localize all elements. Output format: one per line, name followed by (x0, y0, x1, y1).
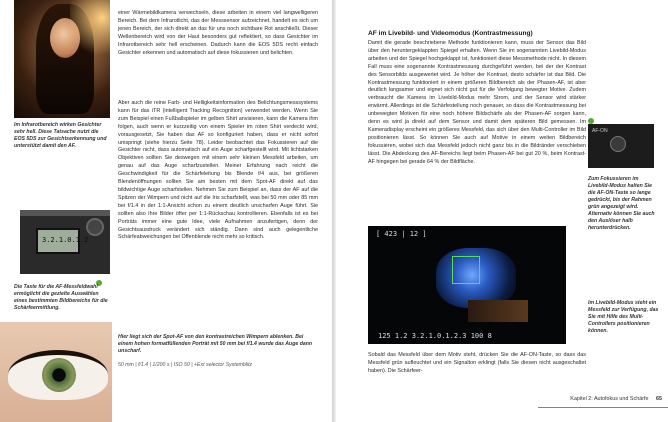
footer-rule (538, 407, 668, 408)
af-bottom-readout: 125 1.2 3.2.1.0.1.2.3 100 8 (378, 332, 492, 340)
pullquote-text: Hier liegt sich der Spot-AF von den kontrastreichen Wimpern ablenken. Bei einem hohen formatfüllenden Porträt mit 50 mm bei f/1.4 wurde das Auge dann unscharf. (118, 334, 313, 354)
eye-iris (42, 358, 76, 392)
af-top-readout: [ 423 | 12 ] (376, 230, 427, 238)
caption-camera-text: Die Taste für die AF-Messfeldwahl ermöglicht die gezielte Auswählen eines bestimmten Bildbereichs für die Schärfeermittlung. (14, 284, 108, 311)
caption-liveview-text: Im Livebild-Modus steht ein Messfeld zur Verfügung, das Sie mit Hilfe des Multi-Controllers positionieren können. (588, 300, 659, 334)
photo-liveview-af (368, 226, 566, 344)
left-page (0, 0, 332, 422)
section-heading: AF im Livebild- und Videomodus (Kontrastmessung) (368, 30, 533, 37)
camera-dial (86, 218, 104, 236)
af-focus-frame (452, 256, 480, 284)
chapter-label: Kapitel 2: Autofokus und Schärfe (570, 396, 649, 402)
pullquote (118, 334, 318, 355)
photo-woman-portrait (14, 0, 110, 118)
left-body-top: einer Wärmebildkamera verwechseln, diese arbeiten in einem viel langwelligeren Bereich. Bei dem Infrarotlicht, das der Messsensor aufzeichnet, handelt es sich um jenen Bereich, der sich direkt an das für uns noch sichtbare Rot anschließt. Dieser Wellenbereich wird von der Haut besonders gut reflektiert, so dass Gesichter im Infrarotbereich sehr hell erscheinen. Dadurch kann die EOS 5DS recht einfach Gesichter erkennen und automatisch auf diese fokussieren und belichten. (118, 10, 318, 56)
right-page (336, 0, 668, 422)
page-footer (570, 396, 662, 402)
lamp-base (468, 300, 528, 322)
camera-top-strip (20, 210, 110, 216)
af-on-label: AF-ON (592, 128, 608, 134)
caption-woman-text: Im Infrarotbereich wirken Gesichter sehr hell. Diese Tatsache nutzt die EOS 5DS zur Gesichtserkennung und unterstützt damit den AF. (14, 122, 107, 149)
exif-line: 50 mm | f/1.4 | 1/200 s | ISO 50 | +Ext selector Systemblitz (118, 362, 253, 368)
caption-af-on (588, 176, 660, 232)
right-body-bottom: Sobald das Messfeld über dem Motiv steht, drücken Sie die AF-ON-Taste, so dass das Messfeld grün aufleuchtet und ein Signalton erklingt (falls Sie diesen nicht ausgeschaltet haben). Die Schärfeer- (368, 352, 586, 374)
caption-liveview (588, 300, 660, 335)
photo-camera-lcd (20, 210, 110, 274)
left-body-main: Aber auch die reine Farb- und Helligkeitsinformation des Belichtungsmesssystems kann für das iTR (intelligent Tracking Recognition) verwendet werden. Wenn Sie zum Beispiel einen Fußballspieler im gelben Shirt anvisieren, kann die Kamera ihm folgen, auch wenn er kurzzeitig von einem Spieler im roten Shirt verdeckt wird, vorausgesetzt, Sie haben das AF so konfiguriert haben, dass er nicht sofort umspringt (siehe hierzu Seite 78). Leider beobachtet das Fokussieren auf die Gesichter nicht, dass automatisch auf ein Auge scharfgestellt wird. Mit lichtstarken Objektiven sollten Sie deswegen mit einem sehr kleinen Messfeld arbeiten, um genau auf das Auge scharfzustellen. Meiner Erfahrung nach reicht die Geschwindigkeit für die Schärfeleitung bis Blende f/4 aus, bei größeren Blendenöffnungen sollten Sie am besten mit dem Spot-AF direkt auf das bildwichtige Auge scharfstellen. Nehmen Sie zum Beispiel an, dass der AF auf die Spitzen der Wimpern und nicht auf die Iris scharfstellt, was bei 50 mm oder 85 mm bei f/1.4 in der 1:1-Ansicht schon zu einem deutlich unscharfen Auge führt. Sie sollten also Ihre Bilder öfter per 1:1-Rückschau kontrollieren. Ebenfalls ist es bei Porträts immer eine gute Idee, viele Aufnahmen anzufertigen, denn der Gesichtsausdruck verändert sich ständig. Dann sind auch gelegentliche Schärfeabweichungen bei Offenblende nicht mehr so kritisch. (118, 100, 318, 241)
camera-lcd (36, 228, 89, 254)
photo-af-on-button (588, 124, 654, 168)
photo-eye-closeup (0, 322, 112, 422)
af-on-button-shape (610, 136, 626, 152)
right-body-main: Damit die gerade beschriebene Methode funktionieren kann, muss der Sensor das Bild über den heruntergeklappten Spiegel erhalten. Wenn Sie im sogenannten Livebild-Modus arbeiten und der Spiegel hochgeklappt ist, funktioniert diese Messmethode nicht. In diesem Fall muss eine sogenannte Kontrastmessung durchgeführt werden, bei der der Kontrast des Sensorbilds ausgewertet wird. Je höher der Kontrast, desto schärfer ist das Bild. Die Kontrastmessung funktioniert in einem größeren Bildbereich als der Phasen-AF, ist aber deutlich langsamer und eignet sich nicht gut für die Verfolgung bewegter Motive. Zudem verbraucht die Kamera im Livebild-Modus mehr Strom, und der Sensor wird stärker erwärmt. Allerdings ist die Schärfestellung noch genauer, so dass die Kontrastmessung bei unbewegten Motiven für eine noch höhere Bildschärfe als der Phasen-AF sorgen kann, denn es wird ja direkt auf dem Sensor und damit dem späteren Bild gemessen. Im Kameradisplay erscheint ein größeres Messfeld, das sich über den Multi-Controller im Bild positionieren lässt. So können Sie auch auf Motive in einem weiten Bildbereich fokussieren, wobei sich das Messfeld jedoch nicht ganz bis in die Bildränder verschieben lässt. Die Abdeckung des AF-Bereichs liegt beim Phasen-AF bei gut 20 %, beim Kontrast-AF hingegen bei gerade 64 % der Bildfläche. (368, 40, 586, 165)
light-glow (70, 0, 110, 60)
caption-af-on-text: Zum Fokussieren im Livebild-Modus halten Sie die AF-ON-Taste so lange gedrückt, bis der Rahmen grün angezeigt wird. Alternativ können Sie auch den Auslöser halb herunterdrücken. (588, 176, 655, 231)
caption-camera (14, 284, 110, 312)
marker-dot-right (588, 118, 594, 124)
page-number: 65 (656, 396, 662, 402)
caption-woman (14, 122, 110, 150)
lcd-readout: 3.2.1.0.1.2 (42, 236, 89, 244)
